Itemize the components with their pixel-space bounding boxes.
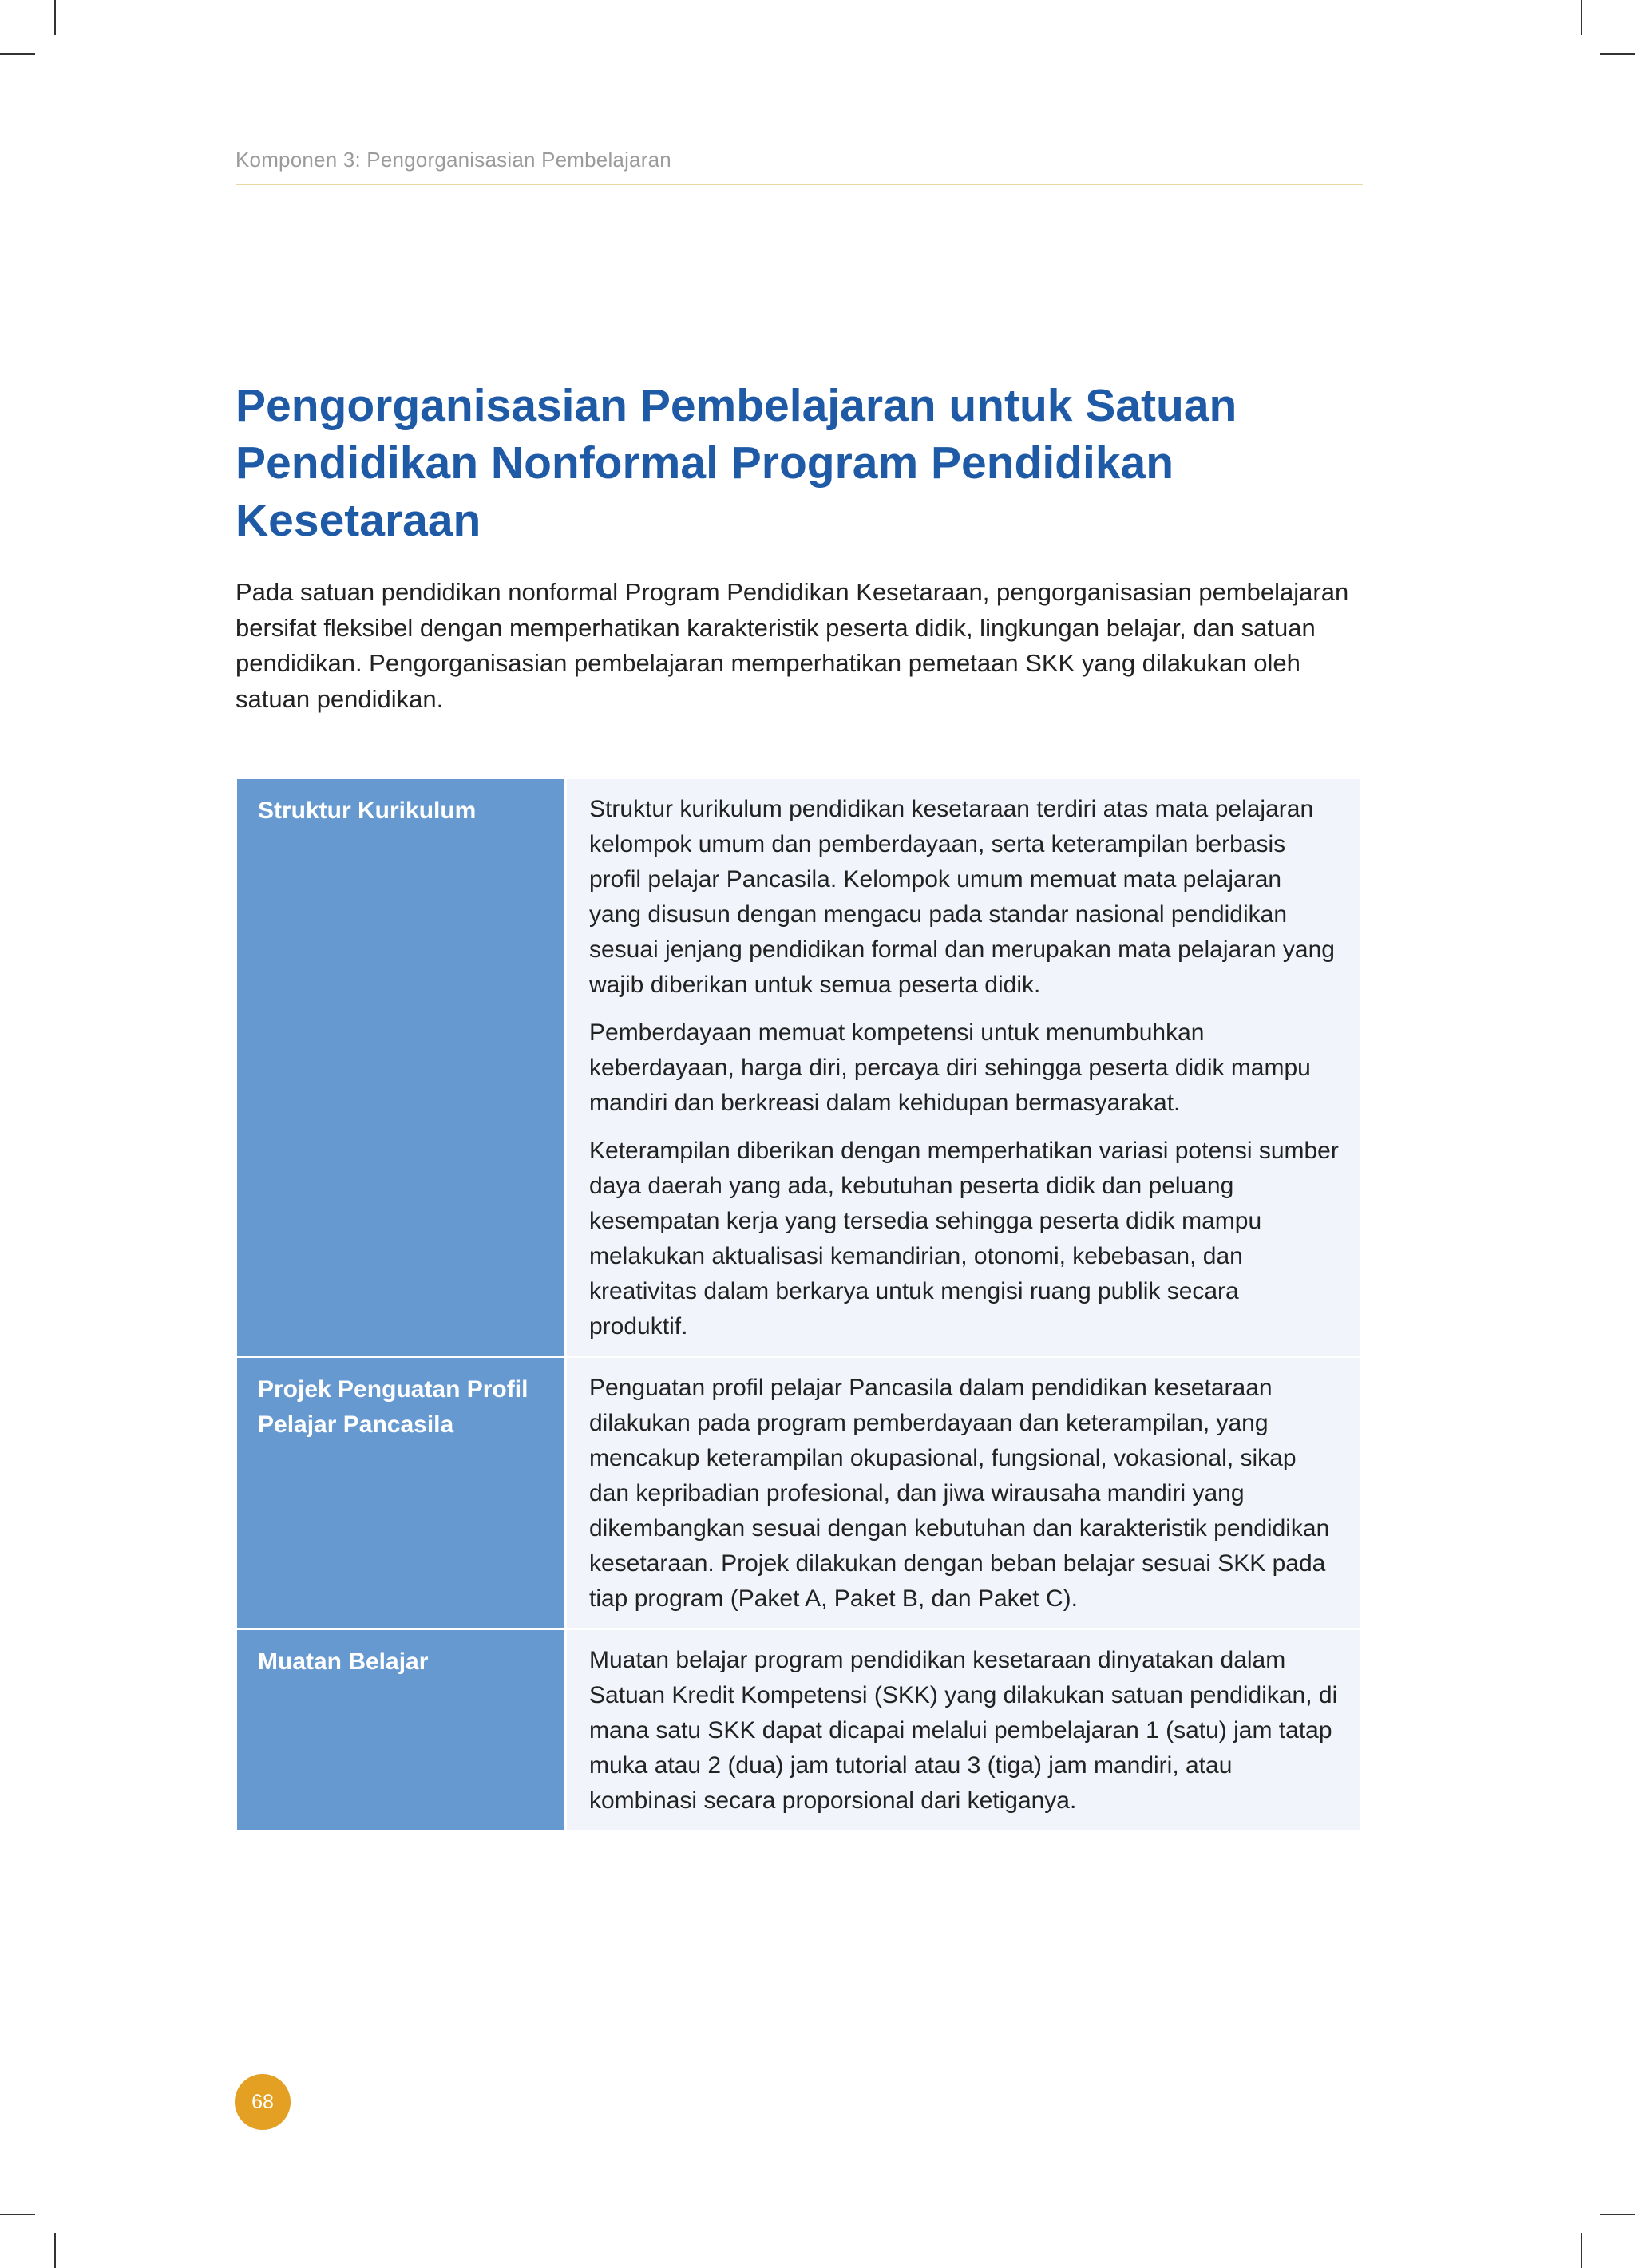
crop-mark [54, 0, 56, 35]
crop-mark [1600, 2214, 1635, 2215]
row-content [567, 779, 1360, 1356]
row-label: Muatan Belajar [237, 1630, 564, 1830]
row-label: Struktur Kurikulum [237, 779, 564, 1356]
row-paragraph: Pemberdayaan memuat kompetensi untuk menumbuhkan keberdayaan, harga diri, percaya diri sehingga peserta didik mampu mandiri dan berkreasi dalam kehidupan bermasyarakat. [589, 1019, 1311, 1116]
row-content [567, 1358, 1360, 1628]
row-paragraph: Struktur kurikulum pendidikan kesetaraan terdiri atas mata pelajaran kelompok umum dan pemberdayaan, serta keterampilan berbasis profil pelajar Pancasila. Kelompok umum memuat mata pelajaran yang disusun dengan mengacu pada standar nasional pendidikan sesuai jenjang pendidikan formal dan merupakan mata pelajaran yang wajib diberikan untuk semua peserta didik. [589, 796, 1335, 998]
row-paragraph: Penguatan profil pelajar Pancasila dalam pendidikan kesetaraan dilakukan pada program pemberdayaan dan keterampilan, yang mencakup keterampilan okupasional, fungsional, vokasional, sikap dan kepribadian profesional, dan jiwa wirausaha mandiri yang dikembangkan sesuai dengan kebutuhan dan karakteristik pendidikan kesetaraan. Projek dilakukan dengan beban belajar sesuai SKK pada tiap program (Paket A, Paket B, dan Paket C). [589, 1375, 1330, 1612]
table-row [237, 1358, 1360, 1628]
intro-paragraph: Pada satuan pendidikan nonformal Program Pendidikan Kesetaraan, pengorganisasian pembelajaran bersifat fleksibel dengan memperhatikan karakteristik peserta didik, lingkungan belajar, dan satuan pendidikan. Pengorganisasian pembelajaran memperhatikan pemetaan SKK yang dilakukan oleh satuan pendidikan. [236, 578, 1349, 713]
header-rule [236, 184, 1363, 185]
crop-mark [1600, 53, 1635, 55]
row-paragraph: Keterampilan diberikan dengan memperhatikan variasi potensi sumber daya daerah yang ada, kebutuhan peserta didik dan peluang kesempatan kerja yang tersedia sehingga peserta didik mampu melakukan aktualisasi kemandirian, otonomi, kebebasan, dan kreativitas dalam berkarya untuk mengisi ruang publik secara produktif. [589, 1138, 1339, 1340]
section-title: Pengorganisasian Pembelajaran untuk Satuan Pendidikan Nonformal Program Pendidikan Kesetaraan [236, 380, 1237, 546]
page-number-badge: 68 [235, 2074, 291, 2130]
crop-mark [1581, 0, 1582, 35]
running-header: Komponen 3: Pengorganisasian Pembelajaran [236, 148, 671, 172]
crop-mark [1581, 2233, 1582, 2268]
row-content [567, 1630, 1360, 1830]
crop-mark [0, 53, 35, 55]
crop-mark [0, 2214, 35, 2215]
table-row [237, 779, 1360, 1356]
row-label: Projek Penguatan Profil Pelajar Pancasila [237, 1358, 564, 1628]
row-paragraph: Muatan belajar program pendidikan kesetaraan dinyatakan dalam Satuan Kredit Kompetensi (SKK) yang dilakukan satuan pendidikan, di mana satu SKK dapat dicapai melalui pembelajaran 1 (satu) jam tatap muka atau 2 (dua) jam tutorial atau 3 (tiga) jam mandiri, atau kombinasi secara proporsional dari ketiganya. [589, 1647, 1338, 1814]
table-row [237, 1630, 1360, 1830]
curriculum-table [237, 779, 1360, 1830]
crop-mark [54, 2233, 56, 2268]
